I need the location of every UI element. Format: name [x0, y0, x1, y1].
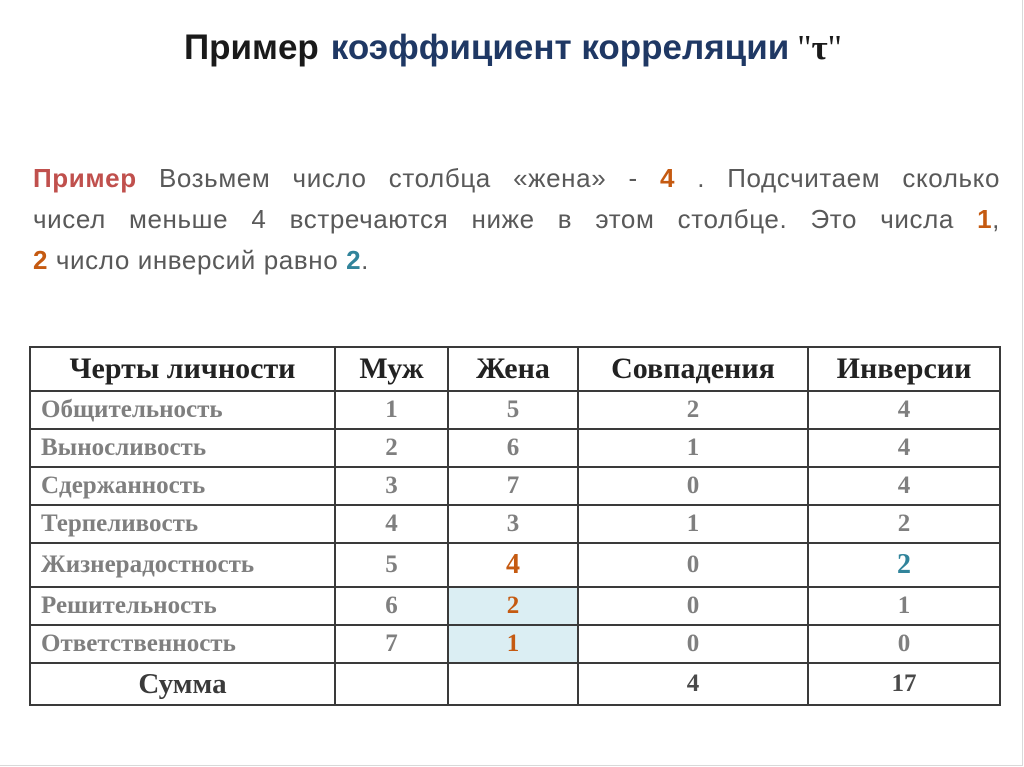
tau-symbol: τ [811, 28, 828, 67]
title-symbol: "τ" [797, 28, 842, 67]
table-cell: 3 [335, 467, 448, 505]
highlight-value: 4 [659, 163, 676, 193]
paragraph-text: . Подсчитаем сколько [697, 163, 1001, 193]
table-cell: 4 [808, 467, 1000, 505]
trait-cell: Ответственность [30, 625, 335, 663]
table-row [30, 391, 1000, 429]
paragraph-line-1 [33, 158, 1000, 199]
trait-cell: Терпеливость [30, 505, 335, 543]
table-cell: 0 [578, 587, 808, 625]
column-header: Муж [335, 347, 448, 391]
highlight-value: 2 [346, 245, 362, 275]
table-cell: 1 [335, 391, 448, 429]
paragraph-line-2 [33, 199, 1000, 240]
title-main: коэффициент корреляции [330, 28, 790, 67]
table-row [30, 467, 1000, 505]
table-cell: 3 [448, 505, 578, 543]
shaded-cell: 2 [448, 587, 578, 625]
trait-cell: Общительность [30, 391, 335, 429]
shaded-cell: 1 [448, 625, 578, 663]
table-row [30, 505, 1000, 543]
table-cell [448, 663, 578, 705]
traits-table [29, 346, 1001, 706]
table-cell: 0 [578, 543, 808, 587]
title-prefix: Пример [184, 28, 319, 67]
table-cell: 1 [808, 587, 1000, 625]
table-cell: 1 [578, 429, 808, 467]
highlight-value: 2 [33, 245, 49, 275]
column-header: Жена [448, 347, 578, 391]
trait-cell: Жизнерадостность [30, 543, 335, 587]
table-cell: 5 [448, 391, 578, 429]
paragraph-text: чисел меньше 4 встречаются ниже в этом столбце. Это числа [33, 204, 954, 234]
trait-cell: Выносливость [30, 429, 335, 467]
paragraph-text: число инверсий равно [55, 245, 339, 275]
highlight-value: 1 [977, 204, 993, 234]
table-row [30, 625, 1000, 663]
sum-label: Сумма [30, 663, 335, 705]
table-cell: 4 [808, 391, 1000, 429]
trait-cell: Сдержанность [30, 467, 335, 505]
table-cell: 7 [448, 467, 578, 505]
example-paragraph [33, 158, 1000, 281]
table-header-row [30, 347, 1000, 391]
column-header: Черты личности [30, 347, 335, 391]
sum-value: 4 [578, 663, 808, 705]
table-cell: 7 [335, 625, 448, 663]
table-cell: 1 [578, 505, 808, 543]
table-cell: 4 [808, 429, 1000, 467]
trait-cell: Решительность [30, 587, 335, 625]
table-cell: 2 [335, 429, 448, 467]
table-cell: 4 [335, 505, 448, 543]
table-cell [335, 663, 448, 705]
table-cell: 2 [578, 391, 808, 429]
table-cell: 2 [808, 505, 1000, 543]
table-row [30, 543, 1000, 587]
table-row [30, 429, 1000, 467]
column-header: Совпадения [578, 347, 808, 391]
table-cell: 6 [448, 429, 578, 467]
highlighted-cell: 4 [448, 543, 578, 587]
highlighted-cell: 2 [808, 543, 1000, 587]
column-header: Инверсии [808, 347, 1000, 391]
sum-row [30, 663, 1000, 705]
sum-value: 17 [808, 663, 1000, 705]
slide-title [184, 28, 1004, 68]
table-cell: 0 [578, 625, 808, 663]
paragraph-text: , [992, 204, 1000, 234]
table-cell: 6 [335, 587, 448, 625]
table-cell: 0 [578, 467, 808, 505]
table-cell: 0 [808, 625, 1000, 663]
table-cell: 5 [335, 543, 448, 587]
paragraph-text: . [361, 245, 369, 275]
paragraph-text: Возьмем число столбца «жена» - [158, 163, 638, 193]
paragraph-lead: Пример [33, 163, 137, 193]
paragraph-line-3 [33, 240, 1000, 281]
table-row [30, 587, 1000, 625]
